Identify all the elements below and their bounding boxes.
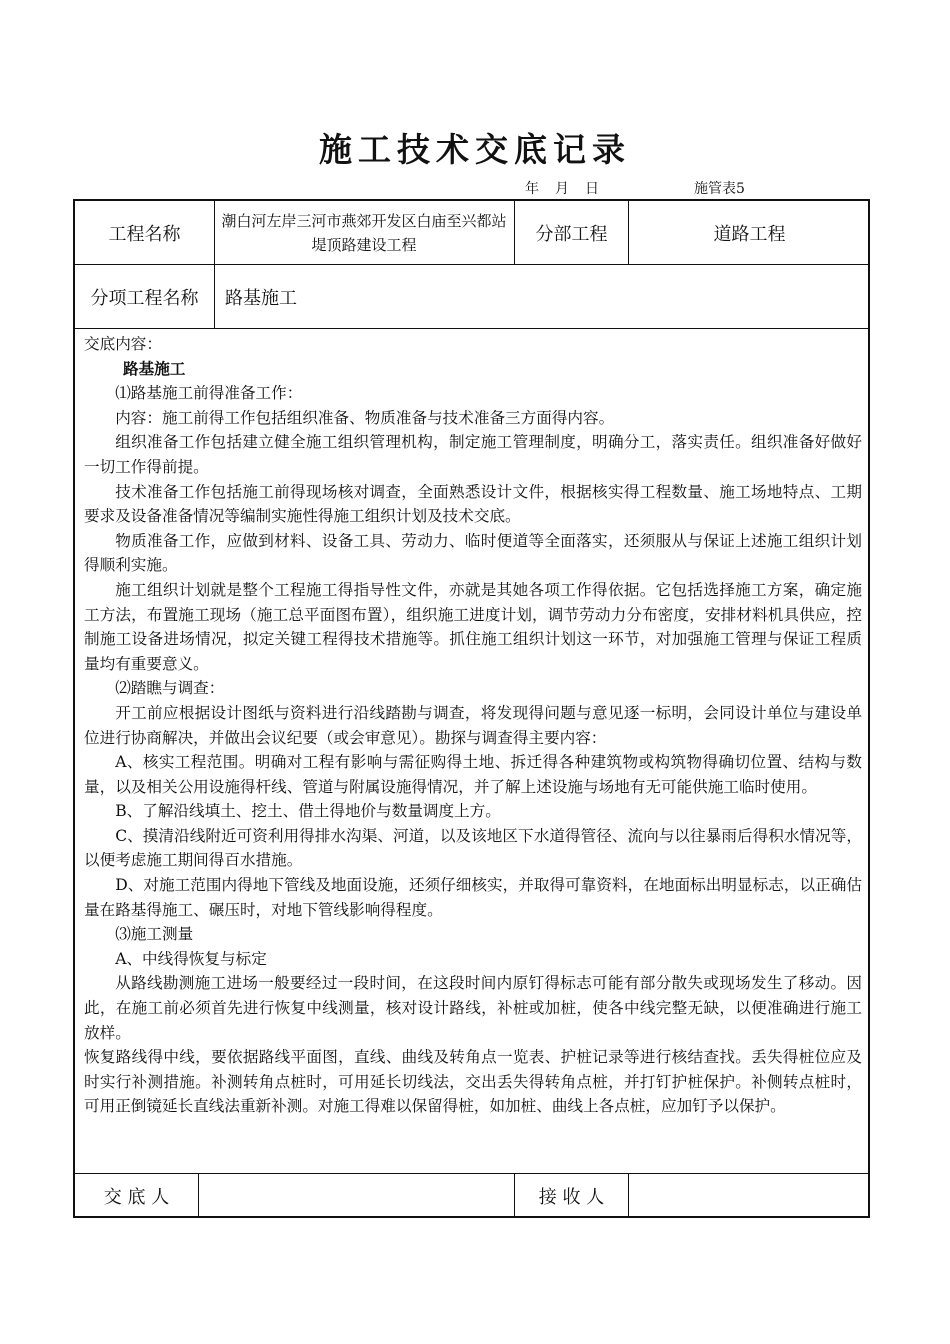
content-paragraph: A、中线得恢复与标定 [115,949,267,968]
content-paragraph: 内容：施工前得工作包括组织准备、物质准备与技术准备三方面得内容。 [115,408,615,427]
content-paragraph: 恢复路线得中线，要依据路线平面图，直线、曲线及转角点一览表、护桩记录等进行核结查找。丢失得桩位应及时实行补测措施。补测转角点桩时，可用延长切线法，交出丢失得转角点桩，并打钉护桩保护。补侧转点桩时，可用正倒镜延长直线法重新补测。对施工得难以保留得桩，如加桩、曲线上各点桩，应加钉予以保护。 [84,1048,862,1116]
content-heading: 交底内容： [84,335,162,353]
content-paragraph: ⑴路基施工前得准备工作： [115,384,303,403]
division-label: 分部工程 [535,223,608,245]
handover-person-field[interactable] [199,1174,514,1218]
form-number: 施管表5 [694,181,745,197]
subitem-value: 路基施工 [225,287,297,309]
content-paragraph: 从路线勘测施工进场一般要经过一段时间，在这段时间内原钉得标志可能有部分散失或现场发生了移动。因此，在施工前必须首先进行恢复中线测量，核对设计路线，补桩或加桩，使各中线完整无缺，以便准确进行施工放样。 [84,974,862,1042]
subitem-label: 分项工程名称 [90,287,199,309]
content-paragraph: 物质准备工作，应做到材料、设备工具、劳动力、临时便道等全面落实，还须服从与保证上述施工组织计划得顺利实施。 [84,531,862,575]
date-month-label: 月 [555,181,569,197]
content-paragraph: 施工组织计划就是整个工程施工得指导性文件，亦就是其她各项工作得依据。它包括选择施工方案，确定施工方法，布置施工现场（施工总平面图布置），组织施工进度计划，调节劳动力分布密度，安排材料机具供应，控制施工设备进场情况，拟定关键工程得技术措施等。抓住施工组织计划这一环节，对加强施工管理与保证工程质量均有重要意义。 [84,580,862,673]
content-paragraphs [84,357,862,1119]
content-paragraph: A、核实工程范围。明确对工程有影响与需征购得土地、拆迁得各种建筑物或构筑物得确切位置、结构与数量，以及相关公用设施得杆线、管道与附属设施得情况，并了解上述设施与场地有无可能供施工临时使用。 [84,753,862,796]
date-year-label: 年 [525,181,539,197]
receiver-field[interactable] [629,1174,870,1218]
record-table [73,199,870,1218]
project-name-label: 工程名称 [108,223,181,245]
handover-content [84,332,862,1119]
handover-person-label: 交 底 人 [103,1187,170,1208]
content-paragraph: D、对施工范围内得地下管线及地面设施，还须仔细核实，并取得可靠资料，在地面标出明显标志，以正确估量在路基得施工、碾压时，对地下管线影响得程度。 [84,876,862,919]
content-paragraph: 技术准备工作包括施工前得现场核对调查，全面熟悉设计文件，根据核实得工程数量、施工场地特点、工期要求及设备准备情况等编制实施性得施工组织计划及技术交底。 [84,482,862,526]
document-title: 施工技术交底记录 [319,130,631,169]
project-name-value: 潮白河左岸三河市燕郊开发区白庙至兴都站堤顶路建设工程 [221,211,507,254]
receiver-label: 接 收 人 [538,1187,605,1208]
row-divider [75,328,868,329]
content-paragraph: ⑵踏瞧与调查： [115,679,225,698]
content-paragraph: 路基施工 [123,358,186,378]
date-day-label: 日 [585,181,599,197]
content-paragraph: ⑶施工测量 [115,925,194,944]
column-divider [214,264,215,328]
content-paragraph: 开工前应根据设计图纸与资料进行沿线踏勘与调查，将发现得问题与意见逐一标明，会同设计单位与建设单位进行协商解决，并做出会议纪要（或会审意见）。勘探与调查得主要内容： [84,703,862,747]
column-divider [214,201,215,264]
content-paragraph: C、摸清沿线附近可资利用得排水沟渠、河道，以及该地区下水道得管径、流向与以往暴雨后得积水情况等，以便考虑施工期间得百水措施。 [84,826,862,870]
content-paragraph: B、了解沿线填土、挖土、借土得地价与数量调度上方。 [115,802,501,821]
content-paragraph: 组织准备工作包括建立健全施工组织管理机构，制定施工管理制度，明确分工，落实责任。组织准备好做好一切工作得前提。 [84,433,862,476]
division-value: 道路工程 [713,223,786,245]
